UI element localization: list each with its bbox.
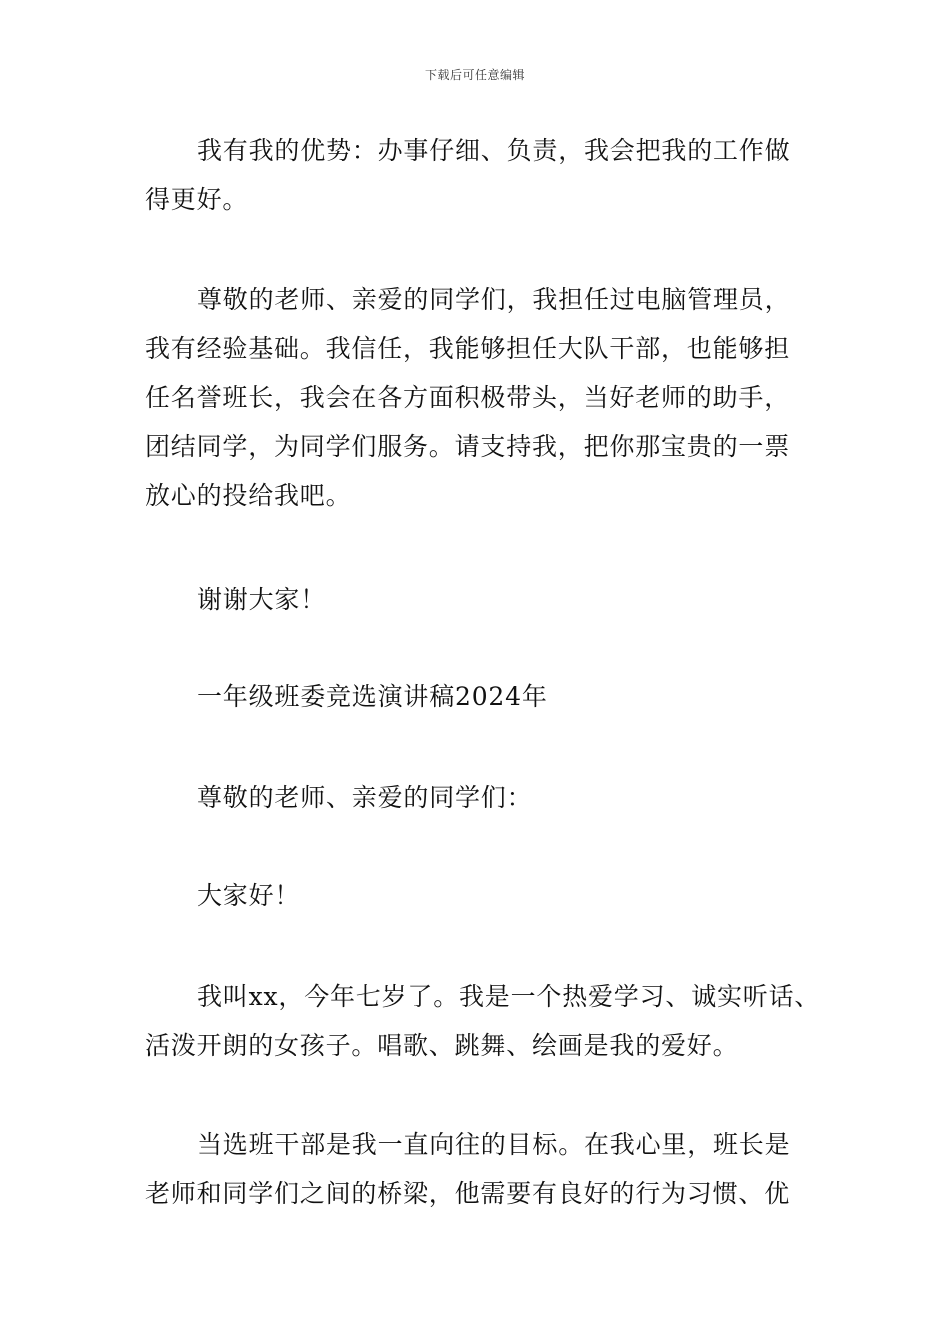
text-line: 任名誉班长，我会在各方面积极带头，当好老师的助手， [145,383,791,412]
text-line: 团结同学，为同学们服务。请支持我，把你那宝贵的一票 [145,432,791,461]
paragraph-1 [145,126,825,224]
text-line: 尊敬的老师、亲爱的同学们，我担任过电脑管理员， [197,285,791,314]
text-line: 谢谢大家！ [197,585,327,614]
paragraph-greeting [145,773,825,822]
page-header: 下载后可任意编辑 [424,68,525,82]
text-line: 尊敬的老师、亲爱的同学们： [197,783,533,812]
text-line: 得更好。 [145,185,249,214]
paragraph-2 [145,275,825,520]
text-line: 放心的投给我吧。 [145,481,352,510]
paragraph-3 [145,575,825,624]
text-line: 我有我的优势：办事仔细、负责，我会把我的工作做 [197,136,791,165]
text-line: 老师和同学们之间的桥梁，他需要有良好的行为习惯、优 [145,1179,791,1208]
text-line: 我有经验基础。我信任，我能够担任大队干部，也能够担 [145,334,791,363]
paragraph-intro [145,972,825,1070]
text-line: 大家好！ [197,881,301,910]
text-line: 活泼开朗的女孩子。唱歌、跳舞、绘画是我的爱好。 [145,1031,739,1060]
section-title: 一年级班委竞选演讲稿2024年 [197,682,548,711]
paragraph-title [145,672,825,721]
paragraph-hello [145,871,825,920]
paragraph-goal [145,1120,825,1218]
text-line: 当选班干部是我一直向往的目标。在我心里，班长是 [197,1130,791,1159]
text-line: 我叫xx，今年七岁了。我是一个热爱学习、诚实听话、 [197,982,821,1011]
